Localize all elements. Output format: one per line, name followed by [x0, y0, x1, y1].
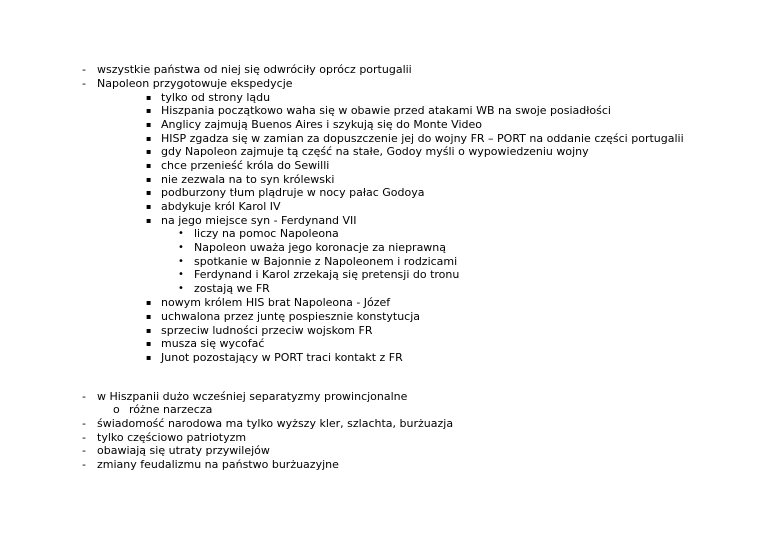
list-item-text: liczy na pomoc Napoleona — [194, 227, 339, 240]
list-item-text: zostają we FR — [194, 282, 270, 295]
list-item-text: podburzony tłum plądruje w nocy pałac Godoya — [161, 186, 425, 199]
square-bullet-icon: ▪ — [146, 312, 152, 321]
dash-marker: - — [82, 458, 86, 471]
list-item-text: na jego miejsce syn - Ferdynand VII — [161, 214, 357, 227]
round-bullet-icon: • — [178, 228, 184, 239]
list-item-text: obawiają się utraty przywilejów — [97, 444, 270, 457]
list-item-text: zmiany feudalizmu na państwo burżuazyjne — [97, 458, 339, 471]
list-item-text: Junot pozostający w PORT traci kontakt z FR — [161, 351, 403, 364]
list-item-text: świadomość narodowa ma tylko wyższy kler, szlachta, burżuazja — [97, 417, 454, 430]
list-item-text: nie zezwala na to syn królewski — [161, 173, 335, 186]
dash-marker: - — [82, 63, 86, 76]
list-item-text: Anglicy zajmują Buenos Aires i szykują się do Monte Video — [161, 118, 482, 131]
list-item-text: musza się wycofać — [161, 337, 265, 350]
list-item-text: nowym królem HIS brat Napoleona - Józef — [161, 296, 391, 309]
square-bullet-icon: ▪ — [146, 175, 152, 184]
dash-marker: - — [82, 417, 86, 430]
list-item-text: w Hiszpanii dużo wcześniej separatyzmy prowincjonalne — [97, 390, 408, 403]
round-bullet-icon: • — [178, 242, 184, 253]
list-item-text: różne narzecza — [129, 403, 213, 416]
list-item-text: tylko częściowo patriotyzm — [97, 431, 247, 444]
square-bullet-icon: ▪ — [146, 202, 152, 211]
list-item-text: tylko od strony lądu — [161, 91, 271, 104]
round-bullet-icon: • — [178, 269, 184, 280]
square-bullet-icon: ▪ — [146, 147, 152, 156]
round-bullet-icon: • — [178, 283, 184, 294]
list-item-text: Napoleon przygotowuje ekspedycje — [97, 77, 293, 90]
list-item-text: abdykuje król Karol IV — [161, 200, 281, 213]
list-item-text: Hiszpania początkowo waha się w obawie przed atakami WB na swoje posiadłości — [161, 104, 611, 117]
dash-marker: - — [82, 77, 86, 90]
square-bullet-icon: ▪ — [146, 216, 152, 225]
square-bullet-icon: ▪ — [146, 93, 152, 102]
list-item-text: uchwalona przez juntę pospiesznie konstytucja — [161, 310, 421, 323]
square-bullet-icon: ▪ — [146, 188, 152, 197]
dash-marker: - — [82, 390, 86, 403]
square-bullet-icon: ▪ — [146, 106, 152, 115]
list-item-text: Ferdynand i Karol zrzekają się pretensji do tronu — [194, 268, 460, 281]
dash-marker: - — [82, 444, 86, 457]
square-bullet-icon: ▪ — [146, 161, 152, 170]
list-item-text: spotkanie w Bajonnie z Napoleonem i rodzicami — [194, 255, 458, 268]
square-bullet-icon: ▪ — [146, 353, 152, 362]
square-bullet-icon: ▪ — [146, 134, 152, 143]
list-item-text: HISP zgadza się w zamian za dopuszczenie jej do wojny FR – PORT na oddanie części portugalii — [161, 132, 684, 145]
round-bullet-icon: • — [178, 256, 184, 267]
list-item-text: wszystkie państwa od niej się odwróciły oprócz portugalii — [97, 63, 412, 76]
list-item-text: sprzeciw ludności przeciw wojskom FR — [161, 324, 373, 337]
list-item-text: Napoleon uważa jego koronacje za nieprawną — [194, 241, 447, 254]
square-bullet-icon: ▪ — [146, 298, 152, 307]
list-item-text: chce przenieść króla do Sewilli — [161, 159, 330, 172]
circle-o-marker: o — [113, 403, 120, 416]
square-bullet-icon: ▪ — [146, 120, 152, 129]
square-bullet-icon: ▪ — [146, 326, 152, 335]
list-item-text: gdy Napoleon zajmuje tą część na stałe, Godoy myśli o wypowiedzeniu wojny — [161, 145, 589, 158]
square-bullet-icon: ▪ — [146, 339, 152, 348]
dash-marker: - — [82, 431, 86, 444]
